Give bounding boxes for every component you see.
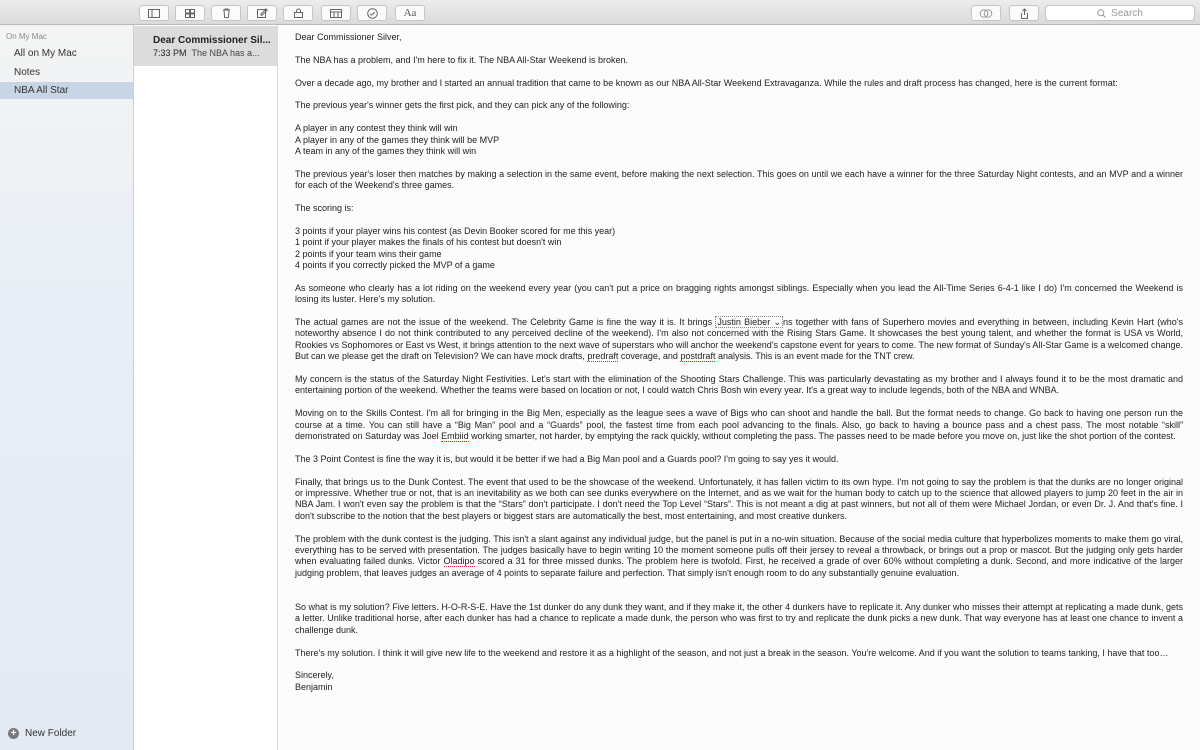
suggestion-pill[interactable]: Justin Bieber ⌄ bbox=[717, 317, 781, 328]
paragraph: So what is my solution? Five letters. H-O-R-S-E. Have the 1st dunker do any dunk they want, and if they make it, the other 4 dunkers have to replicate it. Any dunker who misses their attempt at replicating a made dunk, gets a letter. Unlike traditional horse, after each dunker has had a chance to replicate a made dunk, the person who was first to try and replicate the dunk picks a new dunk. That way everyone has at least one chance to invent a challenge dunk. bbox=[295, 602, 1183, 635]
lock-button[interactable] bbox=[283, 5, 313, 21]
note-list-item[interactable] bbox=[134, 26, 277, 66]
new-folder-label: New Folder bbox=[25, 728, 77, 739]
toolbar bbox=[0, 0, 1200, 25]
misspelled-word: Embiid bbox=[441, 431, 469, 442]
paragraph: The scoring is: bbox=[295, 203, 354, 213]
text-run: scored a 31 for three missed dunks. The problem here is twofold. First, he received a grade of over 60% without completing a dunk. Second, and more indicative of the larger judging problem, that leaves judges an average of 4 points to separate failure and perfection. That simply isn't enough room to do any substantially genuine evaluation. bbox=[295, 556, 1183, 578]
text-run: Moving on to the Skills Contest. I'm all for bringing in the Big Men, especially as the league sees a wave of Bigs who can shoot and handle the ball. But the format needs to change. Go back to having one person run the course at a time. You can still have a “Big Man” pool and a “Guards” pool, the fastest time from each pool advancing to the finals. Also, go back to having a bounce pass and a chest pass. The most notable “skill” demonstrated on Saturday was Joel bbox=[295, 408, 1183, 442]
share-people-button[interactable] bbox=[971, 5, 1001, 21]
paragraph: Finally, that brings us to the Dunk Contest. The event that used to be the showcase of the weekend. Unfortunately, it has fallen victim to its own hype. I'm not going to say the problem is that the dunks are no longer original or impressive. Whether true or not, that is an inevitability as we both can see dunks everywhere on the Internet, and as we wait for the human body to catch up to the science that allowed players to jump 20 feet in the air in NBA Jam. I won't even say the problem is that the “Stars” don't participate. I don't need the Top Level “Stars”. This is not meant a dig at past winners, but not all of them were Michael Jordan, or even Dr. J. And that's fine. I don't subscribe to the notion that the best players or biggest stars are automatically the best, most entertaining, and most creative dunkers. bbox=[295, 476, 1183, 521]
signoff: Sincerely, bbox=[295, 670, 334, 681]
list-item: A team in any of the games they think will win bbox=[295, 146, 477, 156]
format-button[interactable]: Aa bbox=[395, 5, 425, 21]
paragraph: The NBA has a problem, and I'm here to fix it. The NBA All-Star Weekend is broken. bbox=[295, 54, 629, 65]
lock-icon bbox=[294, 8, 303, 18]
signature: Benjamin bbox=[295, 681, 333, 692]
search-placeholder: Search bbox=[1111, 7, 1143, 19]
paragraph: As someone who clearly has a lot riding on the weekend every year (you can't put a price on bragging rights amongst siblings. Especially when you lead the All-Time Series 6-4-1 like I do) I'm concerned the Weekend is losing its luster. Here's my solution. bbox=[295, 282, 1183, 305]
misspelled-word: predraft bbox=[587, 351, 619, 362]
list-item: 1 point if your player makes the finals of his contest but doesn't win bbox=[295, 237, 562, 248]
sidebar-item-notes[interactable]: Notes bbox=[14, 67, 41, 78]
misspelled-word: Oladipo bbox=[443, 556, 475, 567]
gallery-icon bbox=[185, 9, 195, 18]
paragraph bbox=[295, 534, 1183, 580]
note-editor[interactable] bbox=[278, 25, 1200, 750]
paragraph: My concern is the status of the Saturday Night Festivities. Let's start with the elimination of the Shooting Stars Challenge. This was particularly devastating as my brother and I always found it to be the most dramatic and entertaining portion of the weekend. Whether the teams were based on location or not, I could watch Chris Bosh win every year. It's a great way to include legends, both of the NBA and WNBA. bbox=[295, 374, 1183, 396]
compose-icon bbox=[257, 8, 268, 18]
text-run: analysis. This is an event made for the TNT crew. bbox=[715, 351, 915, 362]
share-button[interactable] bbox=[1009, 5, 1039, 21]
note-preview: The NBA has a... bbox=[191, 48, 260, 58]
paragraph: The previous year's winner gets the first pick, and they can pick any of the following: bbox=[295, 100, 630, 111]
new-folder-button[interactable] bbox=[8, 728, 76, 739]
compose-button[interactable] bbox=[247, 5, 277, 21]
list-item: 2 points if your team wins their game bbox=[295, 248, 442, 259]
paragraph bbox=[295, 317, 1183, 363]
misspelled-word: postdraft bbox=[680, 351, 716, 362]
list-item: 4 points if you correctly picked the MVP of a game bbox=[295, 260, 495, 271]
text-run: ns together with fans of Superhero movies and everything in between, including Kevin Hart (who's noteworthy absence I do not think contributed to any perceived decline of the weekend). I'm also not concerned with the Rising Stars Game. It showcases the best young talent, and whether the format is USA vs World, Rookies vs Sophomores or East vs West, it brings attention to the next wave of superstars who will anchor the weekend's capstone event for years to come. The new format of Sunday's All-Star Game is a welcomed change. But can we please get the draft on Television? We can have mock drafts, bbox=[295, 317, 1184, 362]
list-item: A player in any of the games they think will be MVP bbox=[295, 134, 500, 145]
list-item: 3 points if your player wins his contest (as Devin Booker scored for me this year) bbox=[295, 225, 616, 236]
share-icon bbox=[1020, 8, 1029, 19]
note-subtitle bbox=[153, 48, 277, 58]
sidebar bbox=[0, 25, 134, 750]
greeting: Dear Commissioner Silver, bbox=[295, 32, 402, 42]
trash-icon bbox=[222, 8, 231, 18]
sidebar-header: On My Mac bbox=[6, 32, 47, 41]
paragraph: Over a decade ago, my brother and I started an annual tradition that came to be known as our NBA All-Star Weekend Extravaganza. While the rules and draft process has changed, here is the current format: bbox=[295, 77, 1118, 88]
paragraph: The previous year's loser then matches by making a selection in the same event, before making the next selection. This goes on until we each have a winner for the three Saturday Night contests, and an MVP and a winner for each of the Weekend's three games. bbox=[295, 168, 1183, 191]
search-icon bbox=[1097, 9, 1106, 18]
paragraph: There's my solution. I think it will give new life to the weekend and restore it as a highlight of the season, and not just a break in the season. You're welcome. And if you want the solution to teams tanking, I have that too… bbox=[295, 647, 1169, 658]
share-people-icon bbox=[979, 9, 993, 18]
delete-button[interactable] bbox=[211, 5, 241, 21]
table-icon bbox=[330, 9, 342, 18]
gallery-view-button[interactable] bbox=[175, 5, 205, 21]
text-run: The actual games are not the issue of the weekend. The Celebrity Game is fine the way it is. It brings bbox=[295, 317, 716, 328]
text-run: coverage, and bbox=[618, 351, 681, 362]
paragraph: The 3 Point Contest is fine the way it is, but would it be better if we had a Big Man pool and a Guards pool? I'm going to say yes it would. bbox=[295, 453, 839, 464]
list-item: A player in any contest they think will win bbox=[295, 123, 458, 134]
note-list bbox=[134, 25, 278, 750]
sidebar-toggle-icon bbox=[148, 9, 160, 18]
text-run: The problem with the dunk contest is the judging. This isn't a slant against any individual judge, but the panel is put in a no-win situation. Because of the social media culture that hyperbolizes moments to make them go viral, everything has to be served with presentation. The judges basically have to begin writing 10 the moment someone pulls off their jersey to reveal a throwback, or brings out a prop or mascot. But the judging only gets harder when evaluating failed dunks. Victor bbox=[295, 533, 1183, 567]
sidebar-item-nba-all-star[interactable]: NBA All Star bbox=[0, 82, 133, 99]
sidebar-item-all-on-my-mac[interactable]: All on My Mac bbox=[14, 48, 77, 59]
table-button[interactable] bbox=[321, 5, 351, 21]
note-time: 7:33 PM bbox=[153, 48, 187, 58]
checklist-icon bbox=[367, 8, 378, 19]
checklist-button[interactable] bbox=[357, 5, 387, 21]
plus-icon: + bbox=[8, 728, 19, 739]
text-run: working smarter, not harder, by emptying the rack quickly, without completing the pass. The passes need to be made before you move on, just like the shot portion of the contest. bbox=[468, 431, 1176, 442]
search-field[interactable] bbox=[1045, 5, 1195, 21]
sidebar-toggle-button[interactable] bbox=[139, 5, 169, 21]
paragraph bbox=[295, 408, 1183, 442]
note-title: Dear Commissioner Sil... bbox=[153, 35, 271, 46]
